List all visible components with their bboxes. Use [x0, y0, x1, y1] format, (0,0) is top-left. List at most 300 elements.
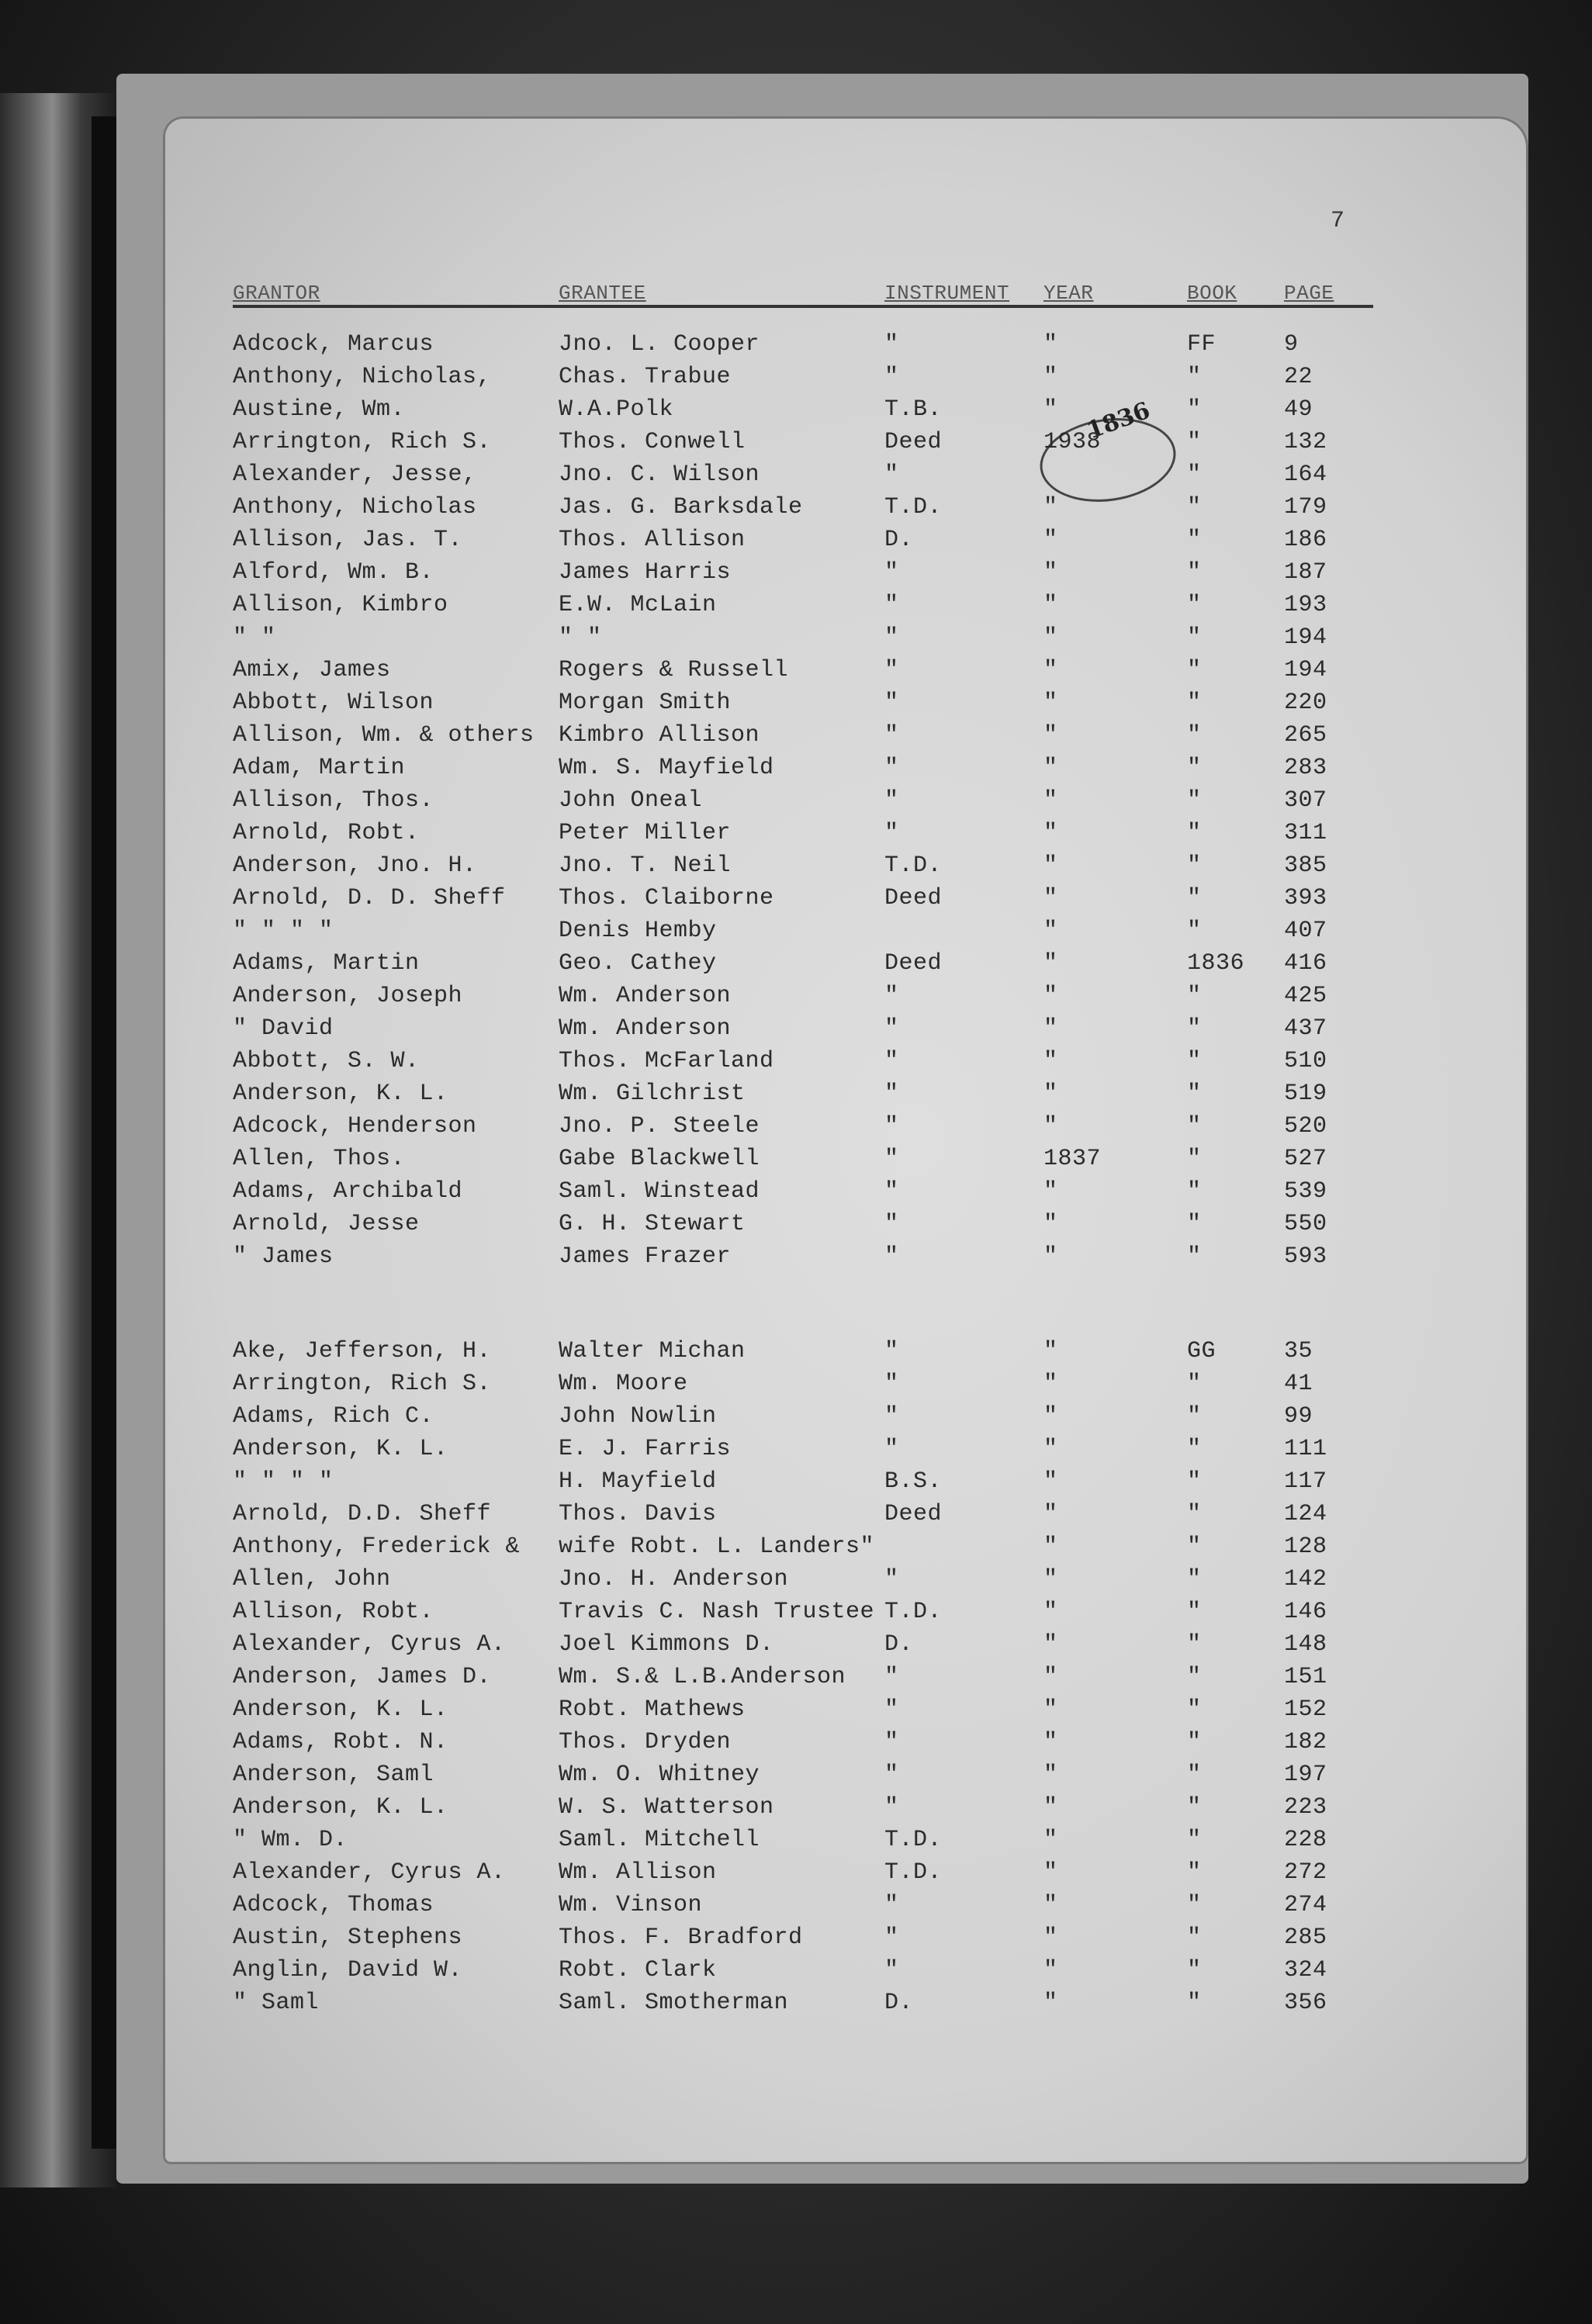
cell-book: " — [1187, 1925, 1202, 1951]
cell-grantee: Walter Michan — [559, 1338, 746, 1364]
cell-year: " — [1043, 592, 1058, 618]
cell-instrument: " — [884, 1371, 899, 1397]
table-row — [233, 1921, 1373, 1954]
cell-instrument: " — [884, 755, 899, 781]
cell-grantor: Anderson, James D. — [233, 1664, 492, 1690]
cell-grantee: Thos. McFarland — [559, 1048, 774, 1074]
cell-instrument: " — [884, 983, 899, 1009]
cell-year: 1938 — [1043, 429, 1102, 455]
table-row — [233, 1400, 1373, 1433]
cell-page: 179 — [1284, 494, 1327, 520]
cell-grantor: Anderson, Jno. H. — [233, 852, 477, 879]
cell-grantee: Wm. S. Mayfield — [559, 755, 774, 781]
cell-page: 194 — [1284, 657, 1327, 683]
cell-page: 186 — [1284, 527, 1327, 553]
cell-book: " — [1187, 1081, 1202, 1107]
cell-page: 311 — [1284, 820, 1327, 846]
cell-grantee: G. H. Stewart — [559, 1211, 746, 1237]
cell-year: " — [1043, 1403, 1058, 1430]
cell-instrument: " — [884, 1696, 899, 1723]
cell-book: " — [1187, 1468, 1202, 1495]
cell-year: " — [1043, 1015, 1058, 1042]
table-row — [233, 589, 1373, 621]
cell-year: " — [1043, 1957, 1058, 1983]
cell-grantor: Anthony, Frederick & — [233, 1534, 521, 1560]
cell-grantee: James Harris — [559, 559, 732, 586]
cell-page: 385 — [1284, 852, 1327, 879]
cell-grantee: Jas. G. Barksdale — [559, 494, 803, 520]
cell-grantor: " Wm. D. — [233, 1827, 348, 1853]
cell-page: 22 — [1284, 364, 1313, 390]
cell-year: " — [1043, 331, 1058, 358]
cell-grantee: W. S. Watterson — [559, 1794, 774, 1821]
cell-year: " — [1043, 1990, 1058, 2016]
cell-instrument: " — [884, 1729, 899, 1755]
cell-year: " — [1043, 1436, 1058, 1462]
cell-book: " — [1187, 1892, 1202, 1918]
cell-grantee: Travis C. Nash Trustee — [559, 1599, 875, 1625]
cell-page: 520 — [1284, 1113, 1327, 1140]
table-row — [233, 752, 1373, 784]
table-row — [233, 1240, 1373, 1273]
cell-page: 307 — [1284, 787, 1327, 814]
cell-page: 425 — [1284, 983, 1327, 1009]
table-row — [233, 491, 1373, 524]
cell-year: " — [1043, 1534, 1058, 1560]
cell-book: " — [1187, 396, 1202, 423]
cell-grantor: Abbott, Wilson — [233, 690, 434, 716]
deed-index-table — [233, 275, 1373, 2019]
header-instrument: INSTRUMENT — [884, 282, 1010, 305]
cell-year: " — [1043, 1892, 1058, 1918]
cell-book: " — [1187, 1664, 1202, 1690]
table-row — [233, 1175, 1373, 1208]
cell-instrument: " — [884, 462, 899, 488]
cell-grantee: Robt. Clark — [559, 1957, 717, 1983]
cell-grantee: Geo. Cathey — [559, 950, 717, 977]
cell-book: " — [1187, 429, 1202, 455]
cell-grantor: Adams, Archibald — [233, 1178, 463, 1205]
entries-group-1 — [233, 328, 1373, 1273]
cell-page: 539 — [1284, 1178, 1327, 1205]
cell-grantor: Adcock, Henderson — [233, 1113, 477, 1140]
cell-grantee: Saml. Winstead — [559, 1178, 760, 1205]
cell-instrument: " — [884, 1925, 899, 1951]
cell-instrument: " — [884, 1211, 899, 1237]
cell-grantor: Anderson, K. L. — [233, 1081, 448, 1107]
header-grantee: GRANTEE — [559, 282, 646, 305]
table-row — [233, 393, 1373, 426]
cell-book: " — [1187, 820, 1202, 846]
cell-grantee: Kimbro Allison — [559, 722, 760, 749]
cell-year: " — [1043, 722, 1058, 749]
cell-instrument: " — [884, 1146, 899, 1172]
cell-year: " — [1043, 527, 1058, 553]
cell-year: " — [1043, 494, 1058, 520]
cell-instrument: Deed — [884, 429, 943, 455]
cell-instrument: " — [884, 592, 899, 618]
cell-grantor: Austin, Stephens — [233, 1925, 463, 1951]
cell-book: " — [1187, 364, 1202, 390]
cell-year: " — [1043, 364, 1058, 390]
table-row — [233, 915, 1373, 947]
cell-grantor: Adcock, Marcus — [233, 331, 434, 358]
cell-page: 527 — [1284, 1146, 1327, 1172]
cell-year: " — [1043, 1566, 1058, 1593]
cell-book: 1836 — [1187, 950, 1245, 977]
cell-grantor: Austine, Wm. — [233, 396, 406, 423]
cell-book: " — [1187, 1403, 1202, 1430]
cell-grantee: Wm. Anderson — [559, 1015, 732, 1042]
cell-book: " — [1187, 1048, 1202, 1074]
cell-year: " — [1043, 1243, 1058, 1270]
cell-grantor: Alexander, Cyrus A. — [233, 1859, 506, 1886]
cell-year: " — [1043, 1794, 1058, 1821]
cell-grantor: Anthony, Nicholas — [233, 494, 477, 520]
cell-year: " — [1043, 1762, 1058, 1788]
cell-instrument: " — [884, 1794, 899, 1821]
cell-page: 510 — [1284, 1048, 1327, 1074]
cell-grantor: Anderson, Saml — [233, 1762, 434, 1788]
cell-grantee: Jno. T. Neil — [559, 852, 732, 879]
table-row — [233, 1433, 1373, 1465]
cell-grantee: E. J. Farris — [559, 1436, 732, 1462]
cell-book: " — [1187, 1371, 1202, 1397]
cell-page: 356 — [1284, 1990, 1327, 2016]
cell-grantee: W.A.Polk — [559, 396, 674, 423]
cell-grantor: " " " " — [233, 1468, 334, 1495]
table-row — [233, 1045, 1373, 1077]
cell-instrument: T.D. — [884, 1859, 943, 1886]
cell-page: 519 — [1284, 1081, 1327, 1107]
table-row — [233, 621, 1373, 654]
cell-page: 223 — [1284, 1794, 1327, 1821]
cell-year: " — [1043, 1048, 1058, 1074]
cell-book: " — [1187, 1566, 1202, 1593]
cell-year: " — [1043, 1081, 1058, 1107]
table-row — [233, 980, 1373, 1012]
cell-grantee: Wm. Vinson — [559, 1892, 703, 1918]
table-row — [233, 1530, 1373, 1563]
cell-page: 9 — [1284, 331, 1299, 358]
cell-year: " — [1043, 657, 1058, 683]
cell-book: FF — [1187, 331, 1216, 358]
entries-group-2 — [233, 1335, 1373, 2019]
header-year: YEAR — [1043, 282, 1094, 305]
cell-year: " — [1043, 1468, 1058, 1495]
cell-year: " — [1043, 950, 1058, 977]
cell-book: " — [1187, 1015, 1202, 1042]
cell-page: 148 — [1284, 1631, 1327, 1658]
cell-book: " — [1187, 1631, 1202, 1658]
table-row — [233, 328, 1373, 361]
cell-grantee: Thos. Dryden — [559, 1729, 732, 1755]
cell-grantee: Thos. F. Bradford — [559, 1925, 803, 1951]
cell-instrument: " — [884, 331, 899, 358]
cell-book: " — [1187, 1211, 1202, 1237]
cell-year: " — [1043, 1371, 1058, 1397]
cell-page: 117 — [1284, 1468, 1327, 1495]
cell-grantee: Thos. Claiborne — [559, 885, 774, 911]
cell-grantor: Alford, Wm. B. — [233, 559, 434, 586]
table-row — [233, 849, 1373, 882]
cell-book: " — [1187, 1859, 1202, 1886]
cell-page: 41 — [1284, 1371, 1313, 1397]
cell-instrument: Deed — [884, 885, 943, 911]
cell-page: 124 — [1284, 1501, 1327, 1527]
cell-book: " — [1187, 1599, 1202, 1625]
cell-grantee: " " — [559, 624, 602, 651]
cell-grantee: John Oneal — [559, 787, 703, 814]
cell-book: " — [1187, 1762, 1202, 1788]
header-book: BOOK — [1187, 282, 1237, 305]
cell-page: 220 — [1284, 690, 1327, 716]
cell-grantor: Adam, Martin — [233, 755, 406, 781]
cell-instrument: " — [884, 1957, 899, 1983]
cell-grantee: Wm. Gilchrist — [559, 1081, 746, 1107]
cell-instrument: Deed — [884, 950, 943, 977]
cell-grantor: Allison, Kimbro — [233, 592, 448, 618]
cell-grantee: Jno. P. Steele — [559, 1113, 760, 1140]
cell-grantee: Jno. C. Wilson — [559, 462, 760, 488]
table-row — [233, 1208, 1373, 1240]
cell-grantor: Arrington, Rich S. — [233, 429, 492, 455]
cell-instrument: D. — [884, 527, 914, 553]
table-row — [233, 1596, 1373, 1628]
table-row — [233, 1889, 1373, 1921]
cell-page: 182 — [1284, 1729, 1327, 1755]
cell-year: " — [1043, 755, 1058, 781]
cell-instrument: " — [884, 1436, 899, 1462]
cell-grantor: Anderson, Joseph — [233, 983, 463, 1009]
cell-grantor: Allen, John — [233, 1566, 391, 1593]
cell-page: 193 — [1284, 592, 1327, 618]
cell-page: 35 — [1284, 1338, 1313, 1364]
cell-instrument: " — [884, 1566, 899, 1593]
cell-instrument: " — [884, 559, 899, 586]
cell-instrument: T.D. — [884, 1827, 943, 1853]
header-page: PAGE — [1284, 282, 1334, 305]
cell-grantee: Gabe Blackwell — [559, 1146, 760, 1172]
cell-year: " — [1043, 885, 1058, 911]
cell-grantor: Allison, Jas. T. — [233, 527, 463, 553]
cell-year: " — [1043, 1729, 1058, 1755]
table-row — [233, 1563, 1373, 1596]
cell-book: " — [1187, 918, 1202, 944]
cell-year: " — [1043, 1925, 1058, 1951]
cell-grantor: Anderson, K. L. — [233, 1696, 448, 1723]
cell-page: 324 — [1284, 1957, 1327, 1983]
cell-instrument: " — [884, 1664, 899, 1690]
cell-grantor: Allison, Thos. — [233, 787, 434, 814]
cell-instrument: D. — [884, 1631, 914, 1658]
cell-grantee: Jno. H. Anderson — [559, 1566, 789, 1593]
cell-book: " — [1187, 1990, 1202, 2016]
cell-year: " — [1043, 852, 1058, 879]
cell-instrument: " — [884, 1762, 899, 1788]
table-row — [233, 1661, 1373, 1693]
cell-grantee: Thos. Conwell — [559, 429, 746, 455]
cell-grantor: Arnold, Robt. — [233, 820, 420, 846]
table-row — [233, 947, 1373, 980]
cell-grantor: Adams, Robt. N. — [233, 1729, 448, 1755]
cell-book: " — [1187, 527, 1202, 553]
handwritten-annotation: 1836 — [1083, 396, 1154, 445]
cell-book: " — [1187, 592, 1202, 618]
cell-page: 187 — [1284, 559, 1327, 586]
cell-grantor: Adcock, Thomas — [233, 1892, 434, 1918]
table-row — [233, 1465, 1373, 1498]
cell-book: " — [1187, 1827, 1202, 1853]
cell-year: " — [1043, 1599, 1058, 1625]
cell-book: " — [1187, 787, 1202, 814]
cell-page: 393 — [1284, 885, 1327, 911]
cell-page: 437 — [1284, 1015, 1327, 1042]
cell-grantor: " James — [233, 1243, 334, 1270]
cell-grantee: Denis Hemby — [559, 918, 717, 944]
cell-page: 128 — [1284, 1534, 1327, 1560]
table-row — [233, 1791, 1373, 1824]
cell-grantor: Arnold, D.D. Sheff — [233, 1501, 492, 1527]
cell-grantor: " Saml — [233, 1990, 320, 2016]
cell-instrument: " — [884, 1892, 899, 1918]
table-row — [233, 1110, 1373, 1143]
cell-grantee: Saml. Smotherman — [559, 1990, 789, 2016]
cell-book: " — [1187, 1113, 1202, 1140]
cell-grantor: Anthony, Nicholas, — [233, 364, 492, 390]
cell-instrument: " — [884, 1178, 899, 1205]
cell-page: 407 — [1284, 918, 1327, 944]
cell-grantee: John Nowlin — [559, 1403, 717, 1430]
cell-page: 593 — [1284, 1243, 1327, 1270]
cell-page: 194 — [1284, 624, 1327, 651]
cell-page: 416 — [1284, 950, 1327, 977]
cell-book: " — [1187, 462, 1202, 488]
cell-grantor: " David — [233, 1015, 334, 1042]
cell-grantor: Allison, Robt. — [233, 1599, 434, 1625]
table-row — [233, 1987, 1373, 2019]
table-row — [233, 1954, 1373, 1987]
cell-instrument: " — [884, 1403, 899, 1430]
cell-year: " — [1043, 690, 1058, 716]
cell-page: 146 — [1284, 1599, 1327, 1625]
cell-book: " — [1187, 1696, 1202, 1723]
cell-instrument: " — [884, 1113, 899, 1140]
cell-grantee: Jno. L. Cooper — [559, 331, 760, 358]
cell-grantor: Anderson, K. L. — [233, 1794, 448, 1821]
table-row — [233, 686, 1373, 719]
cell-book: " — [1187, 494, 1202, 520]
cell-instrument: B.S. — [884, 1468, 943, 1495]
cell-year: " — [1043, 1178, 1058, 1205]
cell-grantee: Peter Miller — [559, 820, 732, 846]
cell-grantor: Anderson, K. L. — [233, 1436, 448, 1462]
cell-page: 142 — [1284, 1566, 1327, 1593]
table-row — [233, 361, 1373, 393]
cell-page: 550 — [1284, 1211, 1327, 1237]
table-row — [233, 1498, 1373, 1530]
cell-grantor: Arnold, Jesse — [233, 1211, 420, 1237]
cell-book: " — [1187, 755, 1202, 781]
table-row — [233, 1335, 1373, 1368]
cell-page: 283 — [1284, 755, 1327, 781]
cell-page: 49 — [1284, 396, 1313, 423]
table-row — [233, 1628, 1373, 1661]
table-row — [233, 1012, 1373, 1045]
cell-grantee: Joel Kimmons D. — [559, 1631, 774, 1658]
cell-book: " — [1187, 983, 1202, 1009]
page-number: 7 — [1331, 208, 1345, 234]
table-row — [233, 458, 1373, 491]
header-grantor: GRANTOR — [233, 282, 320, 305]
cell-instrument: " — [884, 787, 899, 814]
cell-book: " — [1187, 1534, 1202, 1560]
cell-year: " — [1043, 624, 1058, 651]
cell-grantee: Wm. Anderson — [559, 983, 732, 1009]
table-row — [233, 882, 1373, 915]
group-separator — [233, 1273, 1373, 1335]
cell-page: 152 — [1284, 1696, 1327, 1723]
table-row — [233, 426, 1373, 458]
cell-page: 197 — [1284, 1762, 1327, 1788]
cell-instrument: " — [884, 690, 899, 716]
cell-instrument: " — [884, 820, 899, 846]
cell-page: 274 — [1284, 1892, 1327, 1918]
cell-book: " — [1187, 722, 1202, 749]
cell-grantor: Allison, Wm. & others — [233, 722, 535, 749]
table-row — [233, 654, 1373, 686]
cell-instrument: T.D. — [884, 494, 943, 520]
cell-grantee: Robt. Mathews — [559, 1696, 746, 1723]
cell-grantee: Morgan Smith — [559, 690, 732, 716]
cell-book: " — [1187, 1794, 1202, 1821]
cell-grantee: Wm. Moore — [559, 1371, 688, 1397]
cell-book: " — [1187, 690, 1202, 716]
cell-year: " — [1043, 918, 1058, 944]
cell-book: " — [1187, 1243, 1202, 1270]
cell-year: " — [1043, 1338, 1058, 1364]
cell-book: " — [1187, 1957, 1202, 1983]
cell-instrument: " — [884, 1338, 899, 1364]
cell-year: " — [1043, 1501, 1058, 1527]
cell-grantee: Wm. S.& L.B.Anderson — [559, 1664, 846, 1690]
cell-year: " — [1043, 820, 1058, 846]
cell-year: " — [1043, 396, 1058, 423]
cell-year: " — [1043, 559, 1058, 586]
cell-page: 265 — [1284, 722, 1327, 749]
cell-grantor: Anglin, David W. — [233, 1957, 463, 1983]
cell-grantee: Thos. Allison — [559, 527, 746, 553]
cell-year: " — [1043, 983, 1058, 1009]
cell-grantee: H. Mayfield — [559, 1468, 717, 1495]
cell-grantor: Allen, Thos. — [233, 1146, 406, 1172]
cell-grantee: Saml. Mitchell — [559, 1827, 760, 1853]
cell-grantor: " " — [233, 624, 276, 651]
cell-book: GG — [1187, 1338, 1216, 1364]
cell-grantor: Abbott, S. W. — [233, 1048, 420, 1074]
cell-grantee: Wm. Allison — [559, 1859, 717, 1886]
cell-grantor: " " " " — [233, 918, 334, 944]
cell-book: " — [1187, 657, 1202, 683]
table-row — [233, 1693, 1373, 1726]
table-row — [233, 1143, 1373, 1175]
cell-instrument: D. — [884, 1990, 914, 2016]
cell-grantee: Thos. Davis — [559, 1501, 717, 1527]
table-row — [233, 1759, 1373, 1791]
table-row — [233, 1856, 1373, 1889]
cell-book: " — [1187, 1501, 1202, 1527]
cell-instrument: T.D. — [884, 852, 943, 879]
